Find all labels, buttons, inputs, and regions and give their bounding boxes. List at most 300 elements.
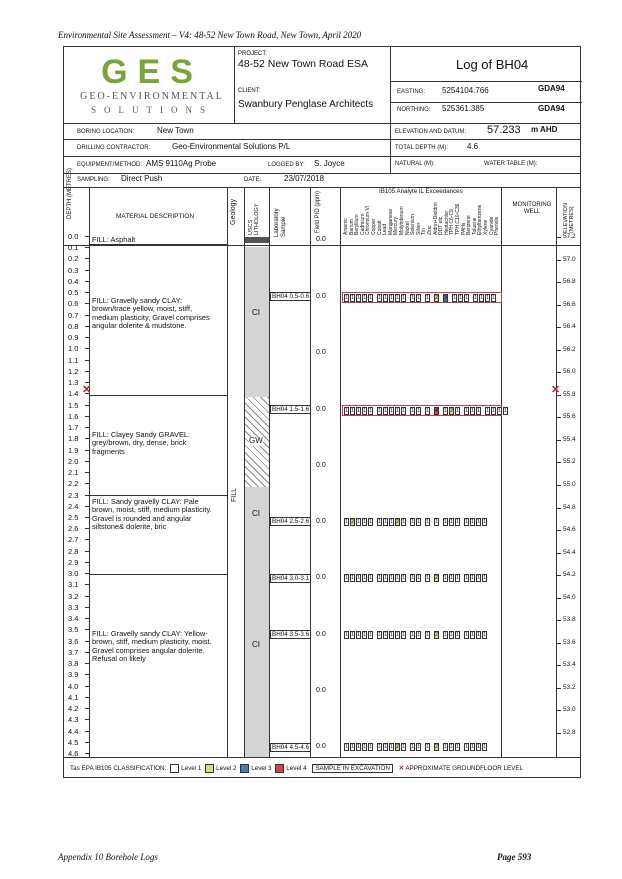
elevation-tick-label: 54.6 [563, 526, 576, 534]
exceedance-box: 1 [378, 295, 381, 301]
exceedance-box: 1 [444, 575, 447, 581]
exceedance-box: 1 [390, 408, 393, 414]
exceedance-box: 1 [369, 744, 372, 750]
exceedance-box: 1 [456, 408, 459, 414]
project-label: PROJECT: [238, 51, 268, 57]
depth-tick-label: 3.8 [68, 659, 79, 669]
page-footer-left: Appendix 10 Borehole Logs [58, 852, 158, 862]
analyte-name: Selenium [410, 214, 417, 235]
uscs-code: GW [249, 436, 263, 445]
analyte-name: Ethylbenzene [477, 204, 484, 235]
elevation-tick-label: 53.6 [563, 638, 576, 646]
exceedance-box: 1 [417, 519, 420, 525]
exceedance-box: 1 [459, 295, 462, 301]
exceedance-box: 1 [345, 575, 348, 581]
exceedance-group [463, 573, 487, 582]
exceedance-group [433, 630, 439, 639]
depth-tick [85, 247, 89, 248]
exceedance-group [433, 293, 439, 302]
exceedance-box: 1 [465, 632, 468, 638]
lab-sample: BH04 1.5-1.6 [272, 406, 310, 413]
depth-tick [85, 382, 89, 383]
depth-tick-label: 3.0 [68, 569, 79, 579]
exceedance-box: 1 [483, 575, 486, 581]
exceedance-box: 1 [450, 575, 453, 581]
elevation-tick-label: 54.2 [563, 571, 576, 579]
lab-sample: BH04 0.5-0.6 [272, 293, 310, 300]
exceedance-group [409, 406, 421, 415]
depth-tick [85, 641, 89, 642]
depth-tick-label: 1.5 [68, 400, 79, 410]
depth-tick [85, 461, 89, 462]
exceedance-box: 1 [357, 295, 360, 301]
exceedance-group [343, 573, 373, 582]
exceedance-box: 1 [444, 632, 447, 638]
well-header: MONITORING WELL [512, 202, 552, 215]
analyte-name: Toluene [471, 217, 478, 235]
exceedance-box: 1 [456, 632, 459, 638]
analyte-name: Nickel [404, 221, 411, 235]
pid-value: 0.0 [316, 687, 326, 694]
asphalt-fill [245, 237, 269, 243]
elevation-tick [556, 485, 561, 486]
depth-tick [85, 506, 89, 507]
clay-fill-1 [245, 247, 269, 397]
exceedance-group [424, 742, 430, 751]
exceedance-row [343, 742, 487, 751]
exceedance-group [409, 517, 421, 526]
analyte-name: Silver [415, 222, 422, 235]
depth-tick [85, 674, 89, 675]
exceedance-box: 1 [411, 408, 414, 414]
level2-swatch [205, 764, 214, 773]
depth-tick [85, 270, 89, 271]
exceedance-box: 1 [492, 295, 495, 301]
exceedance-row [343, 517, 487, 526]
exceedance-box: 1 [390, 295, 393, 301]
depth-tick [85, 539, 89, 540]
exceedance-box: 1 [345, 632, 348, 638]
exceedance-box: 1 [474, 295, 477, 301]
level3-swatch [240, 764, 249, 773]
exceedance-box: 1 [363, 744, 366, 750]
exceedance-box: 1 [477, 575, 480, 581]
depth-tick-label: 4.0 [68, 681, 79, 691]
pid-value: 0.0 [316, 293, 326, 300]
exceedance-group [424, 573, 430, 582]
depth-tick-label: 4.3 [68, 715, 79, 725]
material-description: FILL: Gravelly sandy CLAY: brown/trace yellow, moist, stiff, medium plasticity, Gravel comprises angular dolerite & mudstone. [92, 296, 210, 330]
exceedance-box: 1 [444, 408, 447, 414]
exceedance-group [409, 742, 421, 751]
exceedance-box: 1 [465, 295, 468, 301]
depth-tick-label: 3.6 [68, 636, 79, 646]
depth-tick-label: 2.8 [68, 546, 79, 556]
ges-logo: GES [101, 53, 203, 91]
exceedance-box: 1 [363, 519, 366, 525]
exceedance-box: 1 [402, 744, 405, 750]
easting-label: EASTING: [397, 89, 426, 95]
depth-tick-label: 0.3 [68, 265, 79, 275]
logo-line-2: SOLUTIONS [90, 105, 213, 115]
elevation-tick [556, 305, 561, 306]
depth-tick-label: 0.4 [68, 276, 79, 286]
depth-tick [85, 472, 89, 473]
exceedance-group [424, 406, 430, 415]
depth-tick [85, 348, 89, 349]
easting-datum: GDA94 [538, 84, 565, 93]
elevation-tick-label: 56.6 [563, 300, 576, 308]
exceedance-group [376, 517, 406, 526]
analyte-name: Zinc [427, 225, 433, 235]
exceedance-box: 1 [390, 744, 393, 750]
exceedance-box: 3 [444, 295, 447, 301]
pid-value: 0.0 [316, 406, 326, 413]
elevation-tick [556, 282, 561, 283]
exceedance-box: 1 [384, 632, 387, 638]
sampling-label: SAMPLING: [77, 177, 110, 183]
analyte-name: Lead [382, 223, 389, 235]
exceedance-group [463, 517, 487, 526]
exceedance-box: 1 [351, 408, 354, 414]
exceedance-group [343, 406, 373, 415]
pid-value: 0.0 [316, 518, 326, 525]
depth-tick [85, 303, 89, 304]
elevation-tick-label: 55.2 [563, 458, 576, 466]
depth-tick [85, 281, 89, 282]
exceedance-box: 1 [369, 519, 372, 525]
exceedance-box: 1 [357, 744, 360, 750]
lab-sample: BH04 3.5-3.6 [272, 631, 310, 638]
depth-header: DEPTH (METRES) [67, 168, 73, 219]
analyte-name: Arsenic [343, 218, 349, 235]
uscs-header: USCS LITHOLOGY [248, 203, 261, 235]
analyte-name: DDT etc. [438, 215, 445, 235]
depth-tick [85, 517, 89, 518]
exceedance-box: 1 [456, 575, 459, 581]
elevation-tick-label: 56.8 [563, 278, 576, 286]
total-depth-value: 4.6 [467, 142, 479, 151]
analyte-name: Aldrin+Dieldrin [432, 202, 439, 235]
exceedance-box: 1 [477, 408, 480, 414]
sampling-value: Direct Push [121, 174, 163, 183]
exceedance-box: 4 [435, 408, 438, 414]
analyte-name: Copper [371, 218, 377, 235]
elevation-tick [556, 710, 561, 711]
exceedance-box: 1 [471, 744, 474, 750]
depth-tick-label: 4.1 [68, 692, 79, 702]
logo-line-1: GEO-ENVIRONMENTAL [80, 91, 224, 102]
elevation-tick-label: 57.0 [563, 255, 576, 263]
exceedance-box: 1 [378, 575, 381, 581]
material-description: FILL: Clayey Sandy GRAVEL: grey/brown, dry, dense, brick fragments [92, 430, 191, 456]
geology-header: Geology [230, 198, 237, 225]
exceedance-group [343, 293, 373, 302]
analyte-name: PAHs [460, 222, 467, 235]
exceedance-group [409, 630, 421, 639]
depth-tick [85, 337, 89, 338]
uscs-code: CI [252, 509, 260, 518]
exceedance-box: 1 [369, 575, 372, 581]
exceedance-group [433, 406, 439, 415]
exceedance-group [409, 573, 421, 582]
pid-value: 0.0 [316, 462, 326, 469]
exceedance-box: 1 [465, 519, 468, 525]
exceedance-group [451, 293, 469, 302]
exceedance-box: 1 [417, 575, 420, 581]
exceedance-group [484, 406, 508, 415]
elevation-tick [556, 237, 561, 238]
depth-tick-label: 2.4 [68, 501, 79, 511]
exceedance-group [442, 742, 460, 751]
material-header: MATERIAL DESCRIPTION [116, 213, 195, 220]
exceedance-box: 1 [477, 519, 480, 525]
exceedance-box: 1 [492, 408, 495, 414]
exceedance-box: 1 [357, 519, 360, 525]
exceedance-box: 1 [471, 575, 474, 581]
equipment-label: EQUIPMENT/METHOD: [77, 162, 143, 168]
elevation-tick-label: 54.8 [563, 503, 576, 511]
exceedance-box: 1 [417, 408, 420, 414]
logged-by-value: S. Joyce [314, 159, 345, 168]
depth-tick [85, 731, 89, 732]
exceedance-box: 1 [384, 519, 387, 525]
depth-tick-label: 2.6 [68, 524, 79, 534]
exceedance-group [424, 630, 430, 639]
exceedance-box: 1 [444, 744, 447, 750]
exceedance-box: 1 [363, 295, 366, 301]
elevation-tick-label: 52.8 [563, 729, 576, 736]
exceedance-box: 1 [411, 519, 414, 525]
clay-fill-2 [245, 487, 269, 757]
exceedance-box: 1 [369, 295, 372, 301]
exceedance-box: 1 [465, 575, 468, 581]
material-description: FILL: Asphalt [92, 235, 136, 244]
depth-tick [85, 528, 89, 529]
elevation-tick-label: 55.4 [563, 435, 576, 443]
analyte-name: Mercury [393, 216, 400, 235]
client-label: CLIENT: [238, 88, 261, 94]
exceedance-box: 1 [384, 295, 387, 301]
exceedance-group [376, 573, 406, 582]
pid-value: 0.0 [316, 631, 326, 638]
depth-tick [85, 742, 89, 743]
depth-tick [85, 753, 89, 754]
exceedance-box: 1 [471, 519, 474, 525]
elevation-tick-label: 55.8 [563, 390, 576, 398]
elev-header: ELEVATION (METRES) [563, 202, 576, 233]
exceedance-group [376, 742, 406, 751]
exceedance-row [342, 292, 502, 303]
exceedance-group [442, 293, 448, 302]
log-title: Log of BH04 [456, 57, 529, 72]
depth-tick-label: 3.7 [68, 647, 79, 657]
depth-tick-label: 1.7 [68, 423, 79, 433]
borehole-log-sheet [63, 46, 581, 778]
exceedance-group [424, 293, 430, 302]
level4-swatch [275, 764, 284, 773]
depth-tick [85, 450, 89, 451]
depth-tick-label: 4.2 [68, 704, 79, 714]
depth-tick-label: 1.1 [68, 355, 79, 365]
lab-sample: BH04 3.0-3.1 [272, 575, 310, 582]
exceedance-box: 1 [351, 632, 354, 638]
exceedance-group [424, 517, 430, 526]
depth-tick [85, 697, 89, 698]
depth-tick [85, 326, 89, 327]
total-depth-label: TOTAL DEPTH (M): [395, 145, 448, 151]
depth-tick [85, 292, 89, 293]
exceedance-box: 1 [363, 632, 366, 638]
exceedance-group [433, 573, 439, 582]
exceedance-box: 1 [351, 575, 354, 581]
exceedance-box: 1 [345, 744, 348, 750]
depth-tick [85, 596, 89, 597]
elevation-tick-label: 55.0 [563, 481, 576, 488]
analyte-name: Chromium VI [365, 205, 372, 235]
exceedance-box: 1 [453, 295, 456, 301]
client-value: Swanbury Penglase Architects [238, 99, 374, 110]
pid-value: 0.0 [316, 236, 326, 243]
exceedance-box: 1 [345, 519, 348, 525]
exceedance-box: 2 [435, 744, 438, 750]
analyte-name: Barium [348, 219, 355, 235]
ground-level-marker-icon: ✕ [82, 384, 92, 396]
analyte-name: TPH C10-C36 [455, 203, 461, 235]
lab-header: Laboratory Sample [274, 208, 287, 237]
exceedance-box: 1 [363, 575, 366, 581]
boring-location-value: New Town [157, 126, 194, 135]
elevation-tick [556, 327, 561, 328]
depth-tick-label: 2.1 [68, 468, 79, 478]
exceedance-box: 1 [384, 408, 387, 414]
depth-tick-label: 1.2 [68, 366, 79, 376]
exceedance-box: 1 [411, 632, 414, 638]
exceedance-group [463, 630, 487, 639]
analyte-name: Benzene [466, 215, 473, 235]
exceedance-box: 1 [378, 744, 381, 750]
elevation-label: ELEVATION AND DATUM: [395, 129, 467, 135]
elevation-tick [556, 665, 561, 666]
exceedance-box: 1 [465, 744, 468, 750]
drilling-contractor-label: DRILLING CONTRACTOR: [77, 145, 151, 151]
depth-tick [85, 551, 89, 552]
exceedance-box: 1 [396, 408, 399, 414]
elevation-tick [556, 620, 561, 621]
exceedance-box: 1 [426, 575, 429, 581]
depth-tick [85, 371, 89, 372]
exceedance-group [343, 517, 373, 526]
exceedance-group [376, 406, 406, 415]
exceedance-box: 1 [486, 295, 489, 301]
exceedance-box: 1 [357, 408, 360, 414]
exceedance-box: 1 [351, 744, 354, 750]
elevation-tick [556, 350, 561, 351]
exceedance-box: 1 [465, 408, 468, 414]
depth-tick [85, 315, 89, 316]
legend-level4: Level 4 [286, 765, 307, 773]
analyte-name: TPH C6-C9 [449, 209, 456, 235]
water-table-label: WATER TABLE (M): [484, 161, 538, 167]
legend-classification: Tas EPA IB105 CLASSIFICATION: [70, 765, 167, 773]
exceedance-box: 1 [426, 408, 429, 414]
analyte-name: Molybdenum [399, 206, 405, 235]
exceedance-box: 2 [435, 632, 438, 638]
exceedance-box: 1 [426, 744, 429, 750]
analyte-name: Tin [421, 228, 428, 235]
exceedance-box: 1 [444, 519, 447, 525]
exceedance-box: 1 [417, 744, 420, 750]
pid-header: Field PID (ppm) [315, 190, 321, 233]
legend [70, 764, 523, 773]
elevation-tick-label: 56.0 [563, 368, 576, 376]
elevation-tick-label: 53.4 [563, 661, 576, 669]
exceedance-group [433, 742, 439, 751]
exceedance-box: 2 [435, 295, 438, 301]
exceedance-box: 1 [498, 408, 501, 414]
depth-tick [85, 629, 89, 630]
natural-label: NATURAL (M): [395, 161, 435, 167]
exceedance-box: 2 [396, 744, 399, 750]
elevation-tick [556, 417, 561, 418]
depth-tick-label: 3.4 [68, 614, 79, 624]
exceedance-box: 1 [480, 295, 483, 301]
pid-value: 0.0 [316, 574, 326, 581]
legend-level3: Level 3 [251, 765, 272, 773]
depth-tick [85, 483, 89, 484]
depth-tick-label: 0.1 [68, 243, 79, 253]
depth-tick [85, 686, 89, 687]
depth-tick [85, 258, 89, 259]
easting-value: 5254104.766 [442, 86, 489, 95]
drilling-contractor-value: Geo-Environmental Solutions P/L [172, 142, 291, 151]
depth-tick [85, 438, 89, 439]
legend-sample: SAMPLE IN EXCAVATION [312, 764, 393, 773]
logged-by-label: LOGGED BY: [268, 162, 305, 168]
elevation-tick-label: 55.6 [563, 413, 576, 421]
exceedance-box: 1 [363, 408, 366, 414]
exceedance-box: 1 [396, 295, 399, 301]
elevation-tick [556, 260, 561, 261]
elevation-value: 57.233 [487, 124, 521, 136]
depth-tick-label: 2.5 [68, 512, 79, 522]
date-value: 23/07/2018 [284, 174, 325, 183]
exceedance-group [343, 742, 373, 751]
exceedance-box: 2 [450, 408, 453, 414]
depth-tick [85, 427, 89, 428]
uscs-code: CI [252, 640, 260, 649]
lab-sample: BH04 4.5-4.6 [272, 744, 310, 751]
exceedance-group [442, 630, 460, 639]
depth-tick-label: 0.5 [68, 288, 79, 298]
exceedance-box: 1 [390, 519, 393, 525]
legend-ground: APPROXIMATE GROUNDFLOOR LEVEL [405, 765, 524, 773]
elevation-tick [556, 733, 561, 734]
elevation-tick-label: 53.8 [563, 616, 576, 624]
elevation-tick-label: 53.2 [563, 683, 576, 691]
elevation-tick [556, 530, 561, 531]
exceedance-box: 1 [426, 519, 429, 525]
depth-tick [85, 584, 89, 585]
exceedance-box: 1 [402, 575, 405, 581]
exceedance-row [343, 630, 487, 639]
legend-level2: Level 2 [216, 765, 237, 773]
analyte-name: Cobalt [376, 220, 383, 235]
elevation-tick-label: 56.2 [563, 345, 576, 353]
exceedance-box: 1 [504, 408, 507, 414]
exceedance-box: 1 [345, 408, 348, 414]
exceedance-box: 1 [411, 295, 414, 301]
